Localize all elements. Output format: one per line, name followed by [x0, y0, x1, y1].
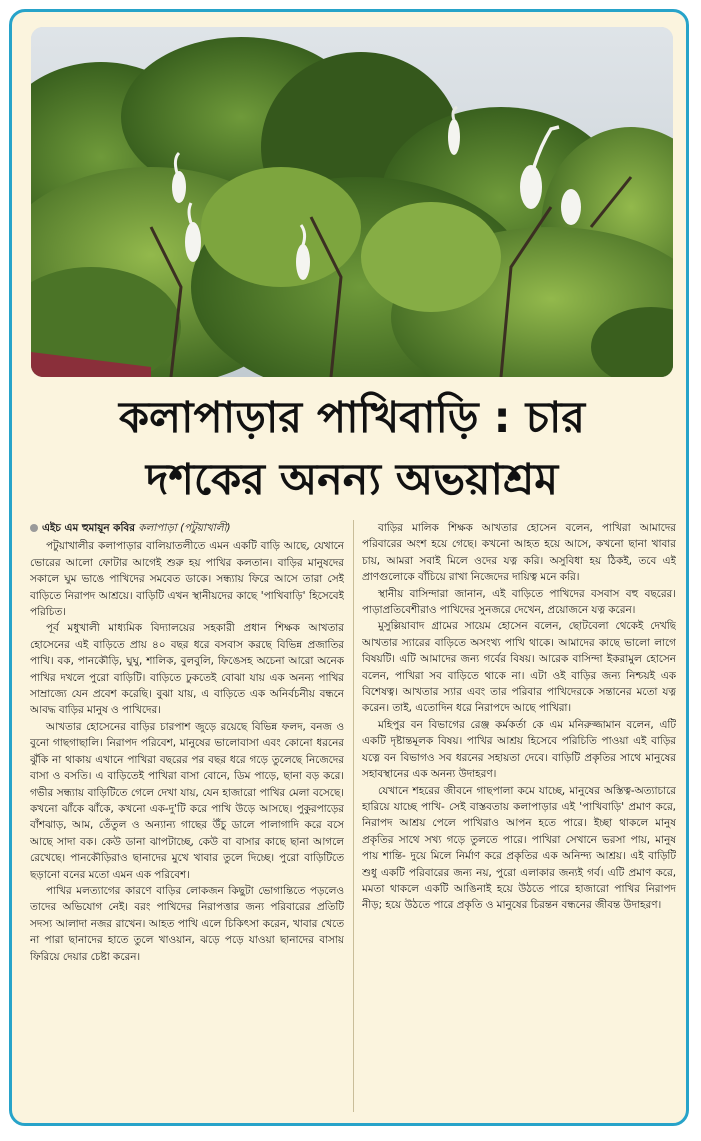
article-body [30, 520, 674, 1115]
egret-photo [31, 27, 673, 377]
paragraph: আখতার হোসেনের বাড়ির চারপাশ জুড়ে রয়েছে বিভিন্ন ফলদ, বনজ ও বুনো গাছগাছালি। নিরাপদ পরিবেশ, মানুষের ভালোবাসা এবং কোনো ধরনের ঝুঁকি না থাকায় এখানে পাখিরা বছরের পর বছর ধরে গড়ে তুলেছে নিজেদের বাসা ও বসতি। এ বাড়িতেই পাখিরা বাসা বোনে, ডিম পাড়ে, ছানা বড় করে। গভীর সন্ধ্যায় বাড়িটিতে গেলে দেখা যায়, যেন হাজারো পাখির মেলা বসেছে। কখনো ঝাঁকে ঝাঁকে, কখনো এক-দু'টি করে পাখি উড়ে আসছে। পুকুরপাড়ের বাঁশঝাড়, আম, তেঁতুল ও অন্যান্য গাছের উঁচু ডালে পালাগাদি করে বসে আছে সাদা বক। কেউ ডানা ঝাপটাচ্ছে, কেউ বা বাসার কাছে ছানা আগলে রেখেছে। পানকৌড়িরাও ছানাদের মুখে খাবার তুলে দিচ্ছে। পুরো বাড়িটিতে ছড়ানো বনের মতো এমন এক পরিবেশ। [30, 720, 344, 881]
paragraph: পূর্ব মধুখালী মাধ্যমিক বিদ্যালয়ের সহকারী প্রধান শিক্ষক আখতার হোসেনের এই বাড়িতে প্রায় ৪০ বছর ধরে বসবাস করছে বিভিন্ন প্রজাতির পাখি। বক, পানকৌড়ি, ঘুঘু, শালিক, বুলবুলি, ফিঙেসহ অচেনা আরো অনেক পাখির দখলে পুরো বাড়িটি। বাড়িতে ঢুকতেই বোঝা যায় এক অনন্য পাখির সাম্রাজ্যে যেন প্রবেশ করেছি। বুঝা যায়, এ বাড়িতে এক অনির্বচনীয় বন্ধনে আবদ্ধ বাড়ির মানুষ ও পাখিদের। [30, 622, 344, 717]
paragraph: মুসুল্লিয়াবাদ গ্রামের সায়েম হোসেন বলেন, ছোটবেলা থেকেই দেখছি আখতার স্যারের বাড়িতে অসংখ্য পাখি থাকে। আমাদের কাছে ভালো লাগে বিষয়টি। এটি আমাদের জন্য গর্বের বিষয়। আরেক বাসিন্দা ইকরামুল হোসেন বলেন, পাখিরা সব বাড়িতে থাকে না। এটা ওই বাড়ির জন্য নিশ্চয়ই এক বিশেষত্ব। আখতার স্যার এবং তার পরিবার পাখিদেরকে সন্তানের মতো যত্ন করেন। তাই, এতোদিন ধরে নিরাপদে আছে পাখিরা। [362, 620, 676, 715]
headline-line-1: কলাপাড়ার পাখিবাড়ি : চার [118, 393, 586, 443]
column-divider [353, 520, 354, 1112]
paragraph: যেখানে শহরের জীবনে গাছপালা কমে যাচ্ছে, মানুষের অস্তিত্ব-অত্যাচারে হারিয়ে যাচ্ছে পাখি- সেই বাস্তবতায় কলাপাড়ার এই 'পাখিবাড়ি' প্রমাণ করে, নিরাপদ আশ্রয় পেলে পাখিরাও আপন হতে পারে। ইচ্ছা থাকলে মানুষ প্রকৃতির সাথে সখ্য গড়ে তুলতে পারে। পাখিরা সেখানে ভরসা পায়, মানুষ পায় শান্তি- দুয়ে মিলে নির্মাণ করে প্রকৃতির এক অনিন্দ্য আশ্রয়। এই বাড়িটি শুধু একটি পরিবারের জন্য নয়, পুরো এলাকার জন্যই গর্ব। এটি প্রমাণ করে, মমতা থাকলে একটি আঙিনাই হয়ে উঠতে পারে হাজারো পাখির নিরাপদ নীড়; হয়ে উঠতে পারে প্রকৃতি ও মানুষের চিরন্তন বন্ধনের জীবন্ত উদাহরণ। [362, 784, 676, 912]
headline [32, 387, 672, 511]
author-name: এইচ এম হুমায়ূন কবির [42, 522, 135, 534]
paragraph: মহিপুর বন বিভাগের রেঞ্জ কর্মকর্তা কে এম মনিরুজ্জামান বলেন, এটি একটি দৃষ্টান্তমূলক বিষয়। পাখির আশ্রয় হিসেবে পরিচিতি পাওয়া এই বাড়ির যত্নে বন বিভাগও সব ধরনের সহায়তা দেবে। বাড়িটি প্রকৃতির সাথে মানুষের সহাবস্থানের এক অনন্য উদাহরণ। [362, 718, 676, 781]
news-clipping-frame [9, 9, 689, 1126]
headline-line-2: দশকের অনন্য অভয়াশ্রম [145, 455, 559, 505]
paragraph: পটুয়াখালীর কলাপাড়ার বালিয়াতলীতে এমন একটি বাড়ি আছে, যেখানে ভোরের আলো ফোটার আগেই শুরু হয় পাখির কলতান। বাড়ির মানুষদের সকালে ঘুম ভাঙে পাখিদের সমবেত ডাকে। সন্ধ্যায় ফিরে আসে তারা সেই বাড়িতে নিরাপদ আশ্রয়ে। বাড়িটি এখন স্থানীয়দের কাছে 'পাখিবাড়ি' হিসেবেই পরিচিত। [30, 540, 344, 619]
dateline-location: কলাপাড়া (পটুয়াখালী) [138, 522, 231, 534]
photo-illustration [31, 27, 673, 377]
bullet-dot-icon [30, 524, 38, 532]
paragraph: স্থানীয় বাসিন্দারা জানান, এই বাড়িতে পাখিদের বসবাস বহু বছরের। পাড়াপ্রতিবেশীরাও পাখিদের সুনজরে দেখেন, প্রয়োজনে যত্ন করেন। [362, 587, 676, 617]
column-left [30, 520, 344, 1115]
egret-6 [561, 189, 581, 225]
column-right [362, 520, 676, 1115]
byline [30, 520, 344, 536]
paragraph: পাখির মলত্যাগের কারণে বাড়ির লোকজন কিছুটা ভোগান্তিতে পড়লেও তাদের অভিযোগ নেই। বরং পাখিদের নিরাপত্তার জন্য পরিবারের প্রতিটি সদস্য আলাদা নজর রাখেন। আহত পাখি এলে চিকিৎসা করেন, খাবার খেতে না পারা ছানাদের হাতে তুলে খাওয়ান, ঝড়ে পড়ে যাওয়া ছানাদের বাসায় ফিরিয়ে দেয়ার চেষ্টা করেন। [30, 884, 344, 963]
paragraph: বাড়ির মালিক শিক্ষক আখতার হোসেন বলেন, পাখিরা আমাদের পরিবারের অংশ হয়ে গেছে। কখনো আহত হয়ে আসে, কখনো ছানা খাবার চায়, আমরা সবাই মিলে ওদের যত্ন করি। অসুবিধা হয় ঠিকই, তবে এই প্রাণগুলোকে বাঁচিয়ে রাখা নিজেদের দায়িত্ব মনে করি। [362, 522, 676, 584]
